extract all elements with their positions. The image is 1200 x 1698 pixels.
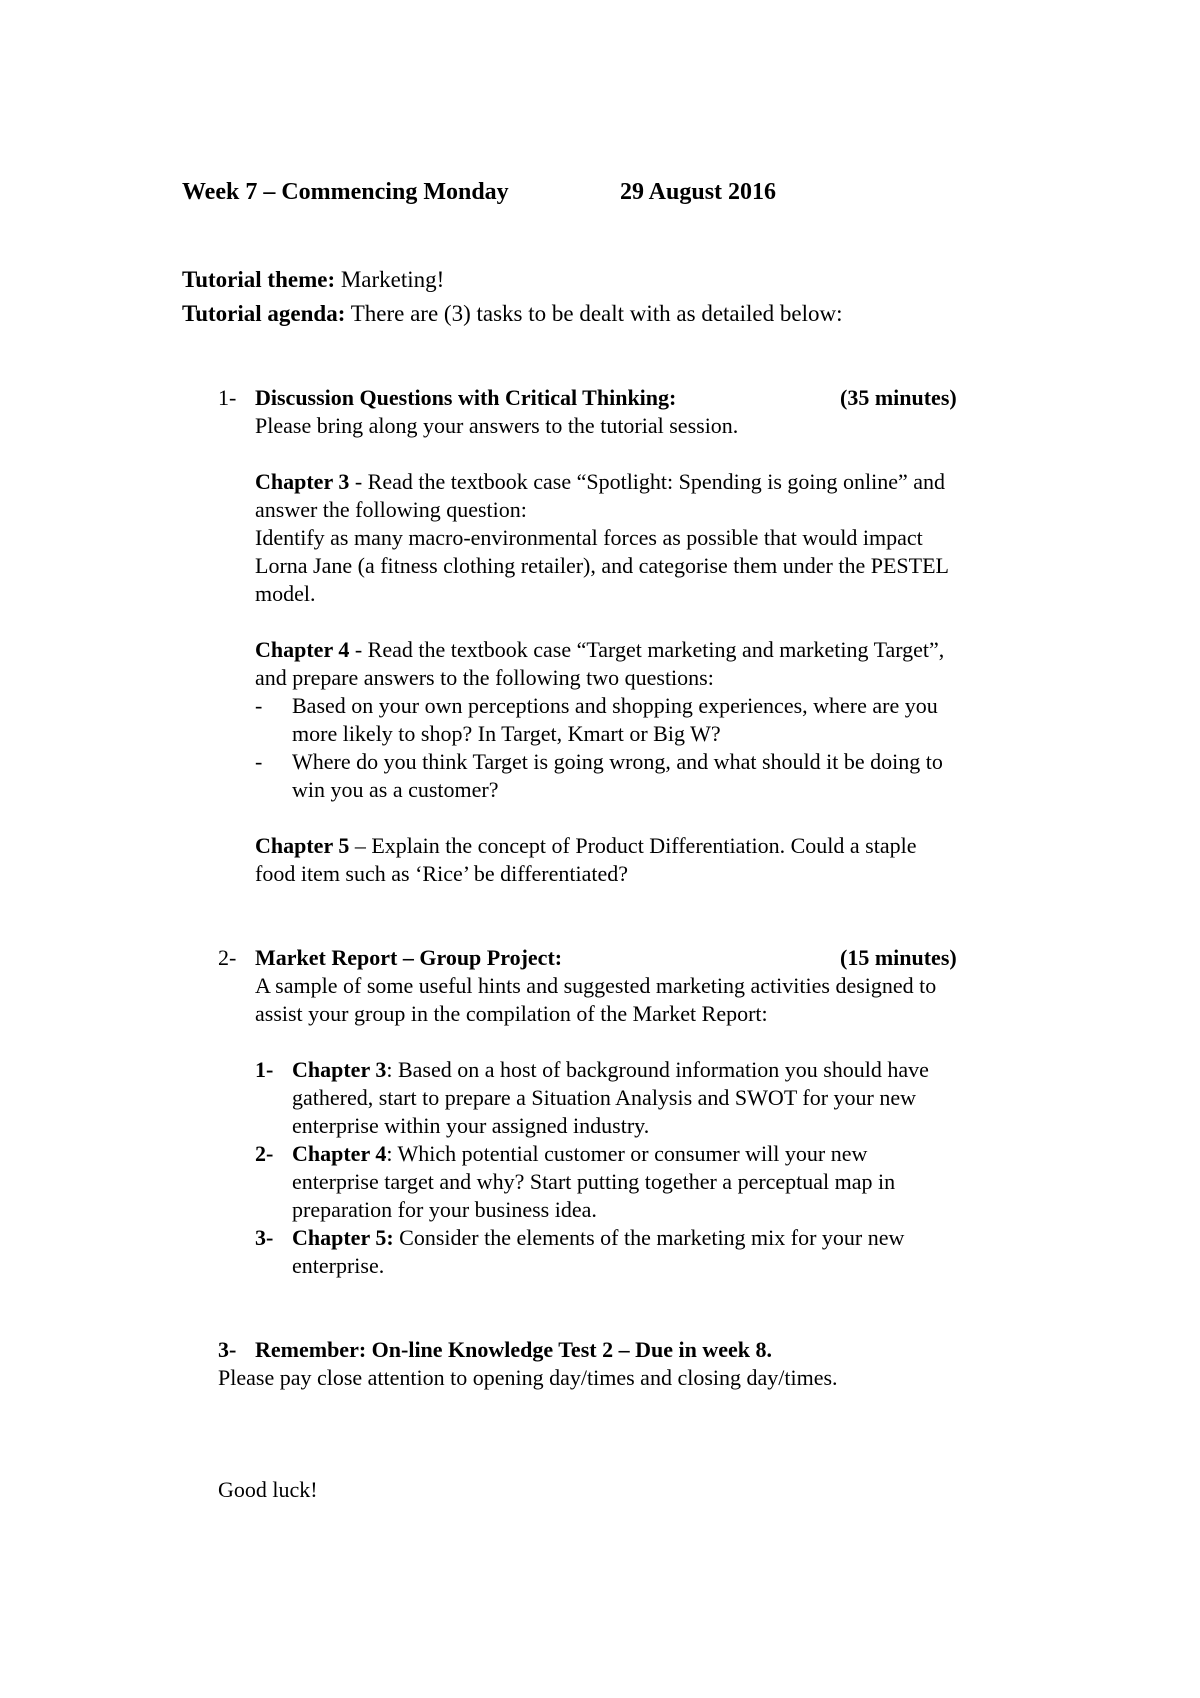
bullet-line: win you as a customer? [292,777,499,802]
task2-item-line: enterprise within your assigned industry. [292,1113,650,1138]
task3-note: Please pay close attention to opening day/times and closing day/times. [218,1365,838,1390]
task2-intro-line: assist your group in the compilation of the Market Report: [255,1001,768,1026]
chapter3-line: Identify as many macro-environmental forces as possible that would impact [255,525,923,550]
task1-number: 1- [218,385,237,410]
chapter4-label: Chapter 4 [255,637,350,662]
tutorial-theme [182,266,444,294]
theme-value: Marketing! [335,267,445,292]
task1-chapter5 [255,832,1055,888]
chapter4-line: and prepare answers to the following two questions: [255,665,714,690]
task2-item-line: gathered, start to prepare a Situation Analysis and SWOT for your new [292,1085,916,1110]
task2-item-line: preparation for your business idea. [292,1197,597,1222]
chapter4-bullet [292,748,1062,804]
chapter3-line: answer the following question: [255,497,527,522]
task2-item [292,1056,1062,1140]
task2-item [292,1224,1062,1280]
chapter3-label: Chapter 3 [255,469,350,494]
task1-chapter4 [255,636,1055,692]
theme-label: Tutorial theme: [182,267,336,292]
bullet-line: Where do you think Target is going wrong, and what should it be doing to [292,749,943,774]
task3-number: 3- [218,1337,237,1362]
chapter3-line: Lorna Jane (a fitness clothing retailer), and categorise them under the PESTEL [255,553,949,578]
agenda-label: Tutorial agenda: [182,301,346,326]
week-date: 29 August 2016 [620,179,777,205]
chapter4-bullet [292,692,1062,748]
task2-item-number: 2- [255,1141,274,1166]
chapter5-label: Chapter 5 [255,833,350,858]
task2-intro-line: A sample of some useful hints and suggested marketing activities designed to [255,973,937,998]
task2-item-label: Chapter 5: [292,1225,394,1250]
task2-duration: (15 minutes) [840,945,957,970]
chapter3-line: model. [255,581,316,606]
task1-title: Discussion Questions with Critical Thinking: [255,385,677,410]
task1-chapter3 [255,468,1055,608]
chapter4-line: - Read the textbook case “Target marketing and marketing Target”, [349,637,945,662]
bullet-line: Based on your own perceptions and shopping experiences, where are you [292,693,938,718]
agenda-value: There are (3) tasks to be dealt with as detailed below: [345,301,843,326]
chapter5-line: food item such as ‘Rice’ be differentiated? [255,861,629,886]
week-heading: Week 7 – Commencing Monday [182,179,509,205]
task1-intro: Please bring along your answers to the tutorial session. [255,413,739,438]
task2-item-line: : Based on a host of background information you should have [386,1057,929,1082]
task2-item-number: 1- [255,1057,274,1082]
bullet-dash: - [255,749,263,774]
task2-number: 2- [218,945,237,970]
task2-item-label: Chapter 4 [292,1141,387,1166]
task2-item [292,1140,1062,1224]
bullet-line: more likely to shop? In Target, Kmart or Big W? [292,721,721,746]
task2-title: Market Report – Group Project: [255,945,563,970]
chapter3-line: - Read the textbook case “Spotlight: Spending is going online” and [349,469,946,494]
chapter5-line: – Explain the concept of Product Differentiation. Could a staple [349,833,917,858]
task2-item-number: 3- [255,1225,274,1250]
task2-intro [255,972,1055,1028]
task1-duration: (35 minutes) [840,385,957,410]
bullet-dash: - [255,693,263,718]
tutorial-agenda [182,300,842,328]
task2-item-line: enterprise. [292,1253,385,1278]
closing-text: Good luck! [218,1477,318,1502]
task3-title: Remember: On-line Knowledge Test 2 – Due in week 8. [255,1337,772,1362]
task2-item-label: Chapter 3 [292,1057,387,1082]
task2-item-line: : Which potential customer or consumer will your new [386,1141,868,1166]
task2-item-line: enterprise target and why? Start putting together a perceptual map in [292,1169,896,1194]
task2-item-line: Consider the elements of the marketing mix for your new [393,1225,905,1250]
